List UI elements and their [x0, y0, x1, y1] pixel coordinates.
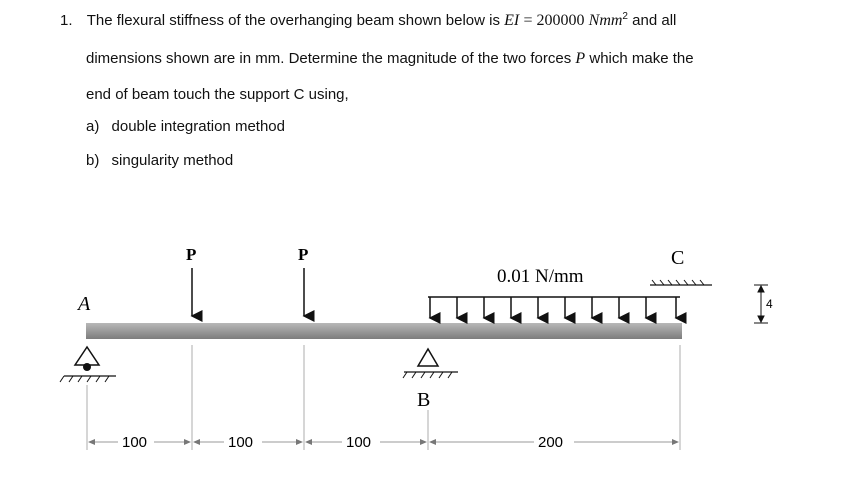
support-c-hatch [652, 280, 704, 285]
question-line-3: end of beam touch the support C using, [86, 86, 349, 103]
ei-symbol: EI [504, 12, 520, 29]
option-a-text: double integration method [111, 118, 285, 135]
label-p2: P [298, 245, 309, 264]
gap-dimension-label: 4 [766, 297, 773, 311]
udl-label: 0.01 N/mm [497, 266, 584, 287]
dim-label-1: 100 [122, 434, 148, 451]
option-a-label: a) [86, 118, 100, 135]
pin-support-b [403, 349, 458, 378]
dim-label-3: 100 [346, 434, 372, 451]
option-b-text: singularity method [111, 152, 234, 169]
udl-load [428, 297, 680, 318]
ei-exp: 2 [622, 11, 628, 22]
question-p-symbol: P [575, 50, 586, 67]
label-a: A [78, 293, 91, 315]
extension-lines [87, 345, 680, 450]
question-text-1-tail: and all [632, 12, 677, 29]
label-b: B [417, 389, 431, 411]
beam [86, 323, 682, 339]
question-number: 1. [60, 12, 73, 29]
pin-support-a [60, 347, 116, 382]
ei-unit: Nmm [588, 12, 623, 29]
ei-value: = 200000 [523, 12, 585, 29]
question-text-2-tail: which make the [589, 50, 694, 67]
dim-label-2: 100 [228, 434, 254, 451]
label-c: C [671, 247, 685, 269]
question-text-2: dimensions shown are in mm. Determine the magnitude of the two forces [86, 50, 572, 67]
option-b-label: b) [86, 152, 100, 169]
label-p1: P [186, 245, 197, 264]
dim-label-4: 200 [538, 434, 564, 451]
question-text-1: The flexural stiffness of the overhanging beam shown below is [86, 12, 500, 29]
